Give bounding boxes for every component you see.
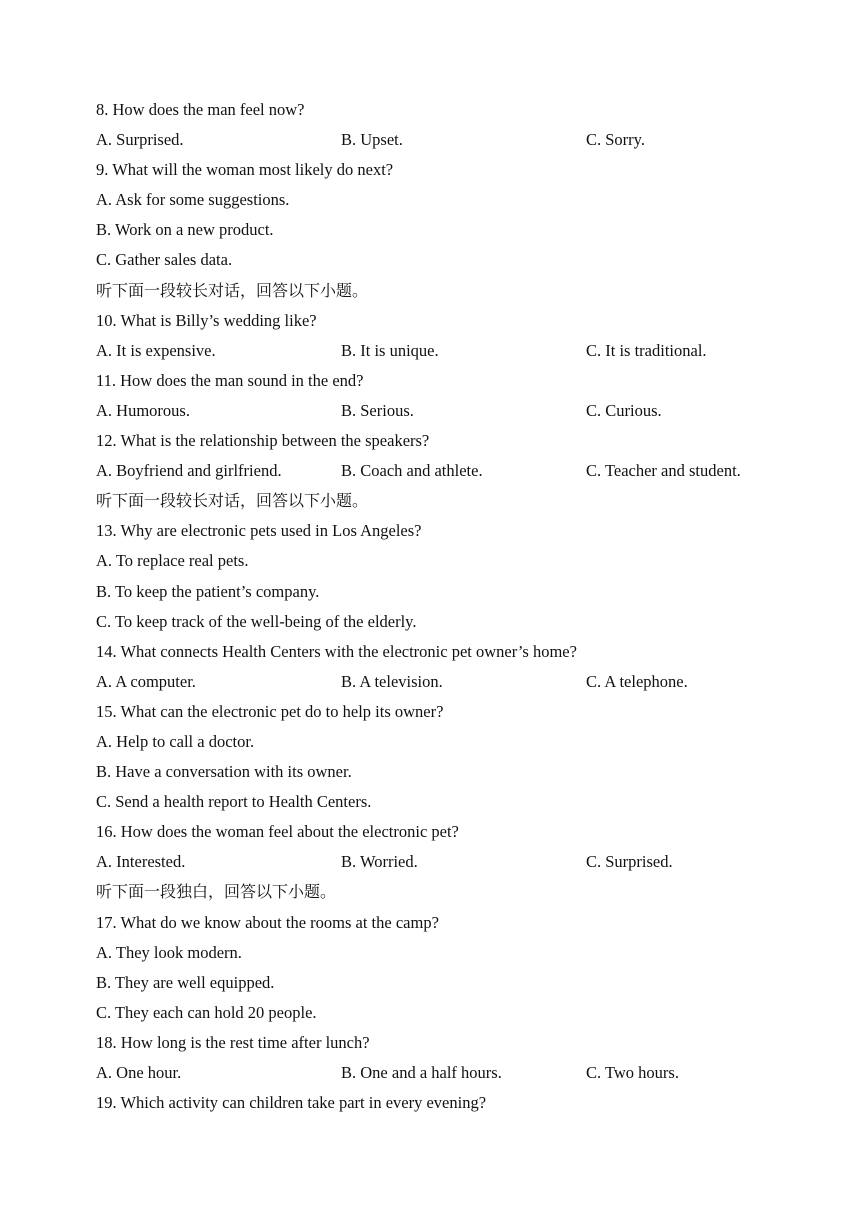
option-text: A. Surprised. [96,130,184,150]
question-line: A. Help to call a doctor. [96,731,255,751]
question-line: 16. How does the woman feel about the electronic pet? [96,822,459,842]
question-line: 8. How does the man feel now? [96,100,305,119]
question-line: B. Work on a new product. [96,220,274,240]
question-line: 19. Which activity can children take part in every evening? [96,1093,487,1113]
section-instruction: 听下面一段较长对话，回答以下小题。 [96,491,369,511]
question-line: B. To keep the patient’s company. [96,581,320,601]
option-text: B. One and a half hours. [341,1063,502,1082]
question-line: 18. How long is the rest time after lunch? [96,1032,370,1052]
question-line: C. Gather sales data. [96,250,233,270]
question-line: 11. How does the man sound in the end? [96,370,364,390]
option-text: B. A television. [341,671,443,691]
question-line: A. To replace real pets. [96,551,249,571]
option-text: B. Worried. [341,852,418,872]
options-row [96,1058,816,1088]
option-text: A. One hour. [96,1063,182,1082]
options-row [96,456,816,486]
question-line: A. Ask for some suggestions. [96,190,290,210]
question-list [96,95,816,1118]
option-text: C. A telephone. [586,671,688,691]
question-line: C. Send a health report to Health Centers. [96,792,372,812]
option-text: A. It is expensive. [96,340,216,360]
section-instruction: 听下面一段较长对话，回答以下小题。 [96,280,369,300]
option-text: C. Teacher and student. [586,461,741,481]
option-text: B. Serious. [341,400,414,420]
question-line: 17. What do we know about the rooms at the camp? [96,912,439,932]
option-text: C. Curious. [586,400,662,420]
option-text: B. Upset. [341,130,403,150]
options-row [96,396,816,426]
option-text: B. It is unique. [341,340,439,360]
option-text: C. Sorry. [586,130,645,150]
option-text: B. Coach and athlete. [341,461,483,481]
question-line: C. They each can hold 20 people. [96,1002,317,1022]
option-text: C. It is traditional. [586,340,707,360]
question-line: 9. What will the woman most likely do next? [96,160,394,180]
question-line: A. They look modern. [96,942,242,962]
question-line: 15. What can the electronic pet do to help its owner? [96,701,444,721]
options-row [96,125,816,155]
option-text: A. Interested. [96,852,186,872]
options-row [96,667,816,697]
question-line: B. They are well equipped. [96,972,275,992]
option-text: C. Two hours. [586,1063,679,1082]
option-text: A. Boyfriend and girlfriend. [96,461,282,481]
question-line: B. Have a conversation with its owner. [96,762,352,782]
option-text: C. Surprised. [586,852,673,872]
option-text: A. Humorous. [96,400,190,420]
question-line: 14. What connects Health Centers with the electronic pet owner’s home? [96,641,577,661]
section-instruction: 听下面一段独白，回答以下小题。 [96,882,337,902]
question-line: 12. What is the relationship between the speakers? [96,431,430,451]
options-row [96,847,816,877]
options-row [96,336,816,366]
question-line: 10. What is Billy’s wedding like? [96,310,317,330]
question-line: 13. Why are electronic pets used in Los Angeles? [96,521,422,541]
question-line: C. To keep track of the well-being of the elderly. [96,611,417,631]
option-text: A. A computer. [96,671,196,691]
